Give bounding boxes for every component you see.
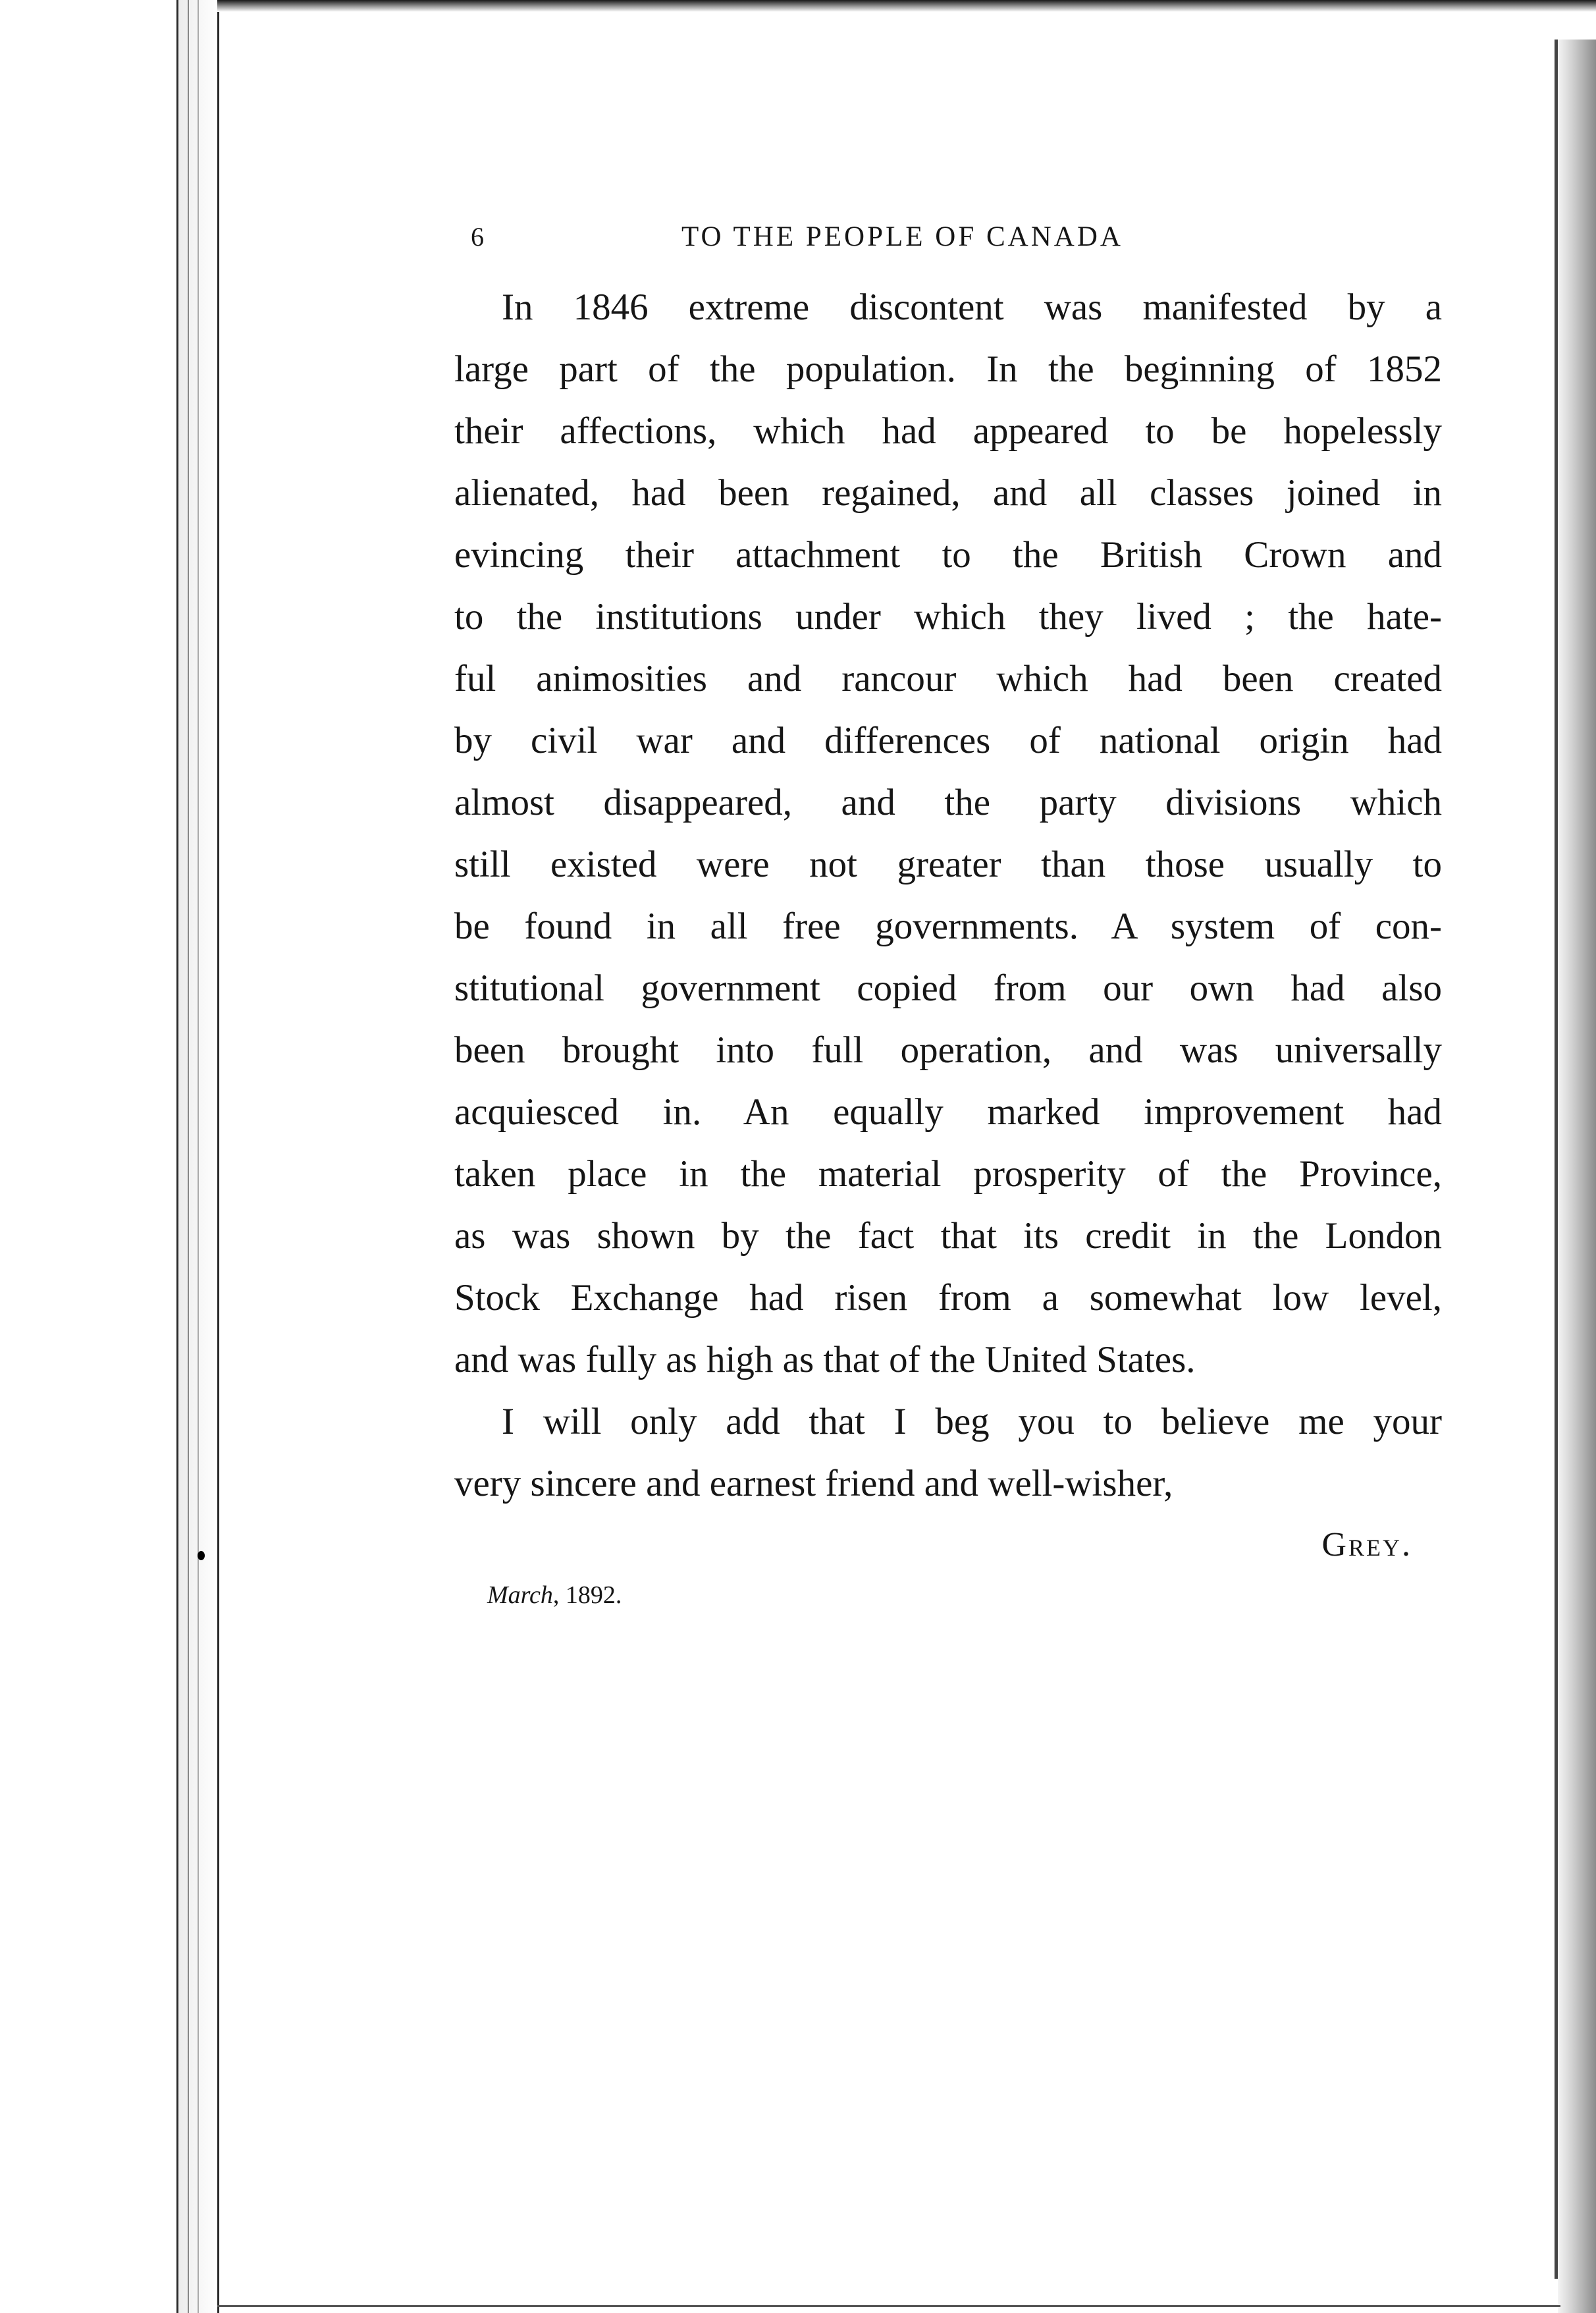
text-line: ful animosities and rancour which had been created: [454, 658, 1442, 699]
page-edge-line: [176, 0, 178, 2313]
right-gutter-shadow: [1558, 40, 1596, 2313]
paragraph-main: [454, 277, 1442, 1391]
signature: Grey.: [1321, 1526, 1412, 1564]
text-line: I will only add that I beg you to believe me your: [502, 1401, 1442, 1442]
page-edge-line: [217, 0, 219, 2313]
text-line: as was shown by the fact that its credit in the London: [454, 1215, 1442, 1257]
text-line: their affections, which had appeared to be hopelessly: [454, 410, 1442, 452]
running-title: TO THE PEOPLE OF CANADA: [681, 221, 1123, 252]
text-line: been brought into full operation, and was universally: [454, 1029, 1442, 1071]
date-year: , 1892.: [552, 1581, 622, 1609]
text-line: Stock Exchange had risen from a somewhat low level,: [454, 1277, 1442, 1319]
bottom-page-edge: [217, 2305, 1560, 2307]
book-page: [454, 217, 1442, 1614]
text-line: acquiesced in. An equally marked improvement had: [454, 1091, 1442, 1133]
text-line: be found in all free governments. A system of con-: [454, 906, 1442, 947]
text-line: to the institutions under which they lived ; the hate-: [454, 596, 1442, 638]
page-header: [454, 217, 1442, 277]
page-number: 6: [471, 222, 484, 252]
text-line: large part of the population. In the beginning of 1852: [454, 348, 1442, 390]
text-line: In 1846 extreme discontent was manifested by a: [502, 286, 1442, 328]
text-line: and was fully as high as that of the United States.: [454, 1339, 1196, 1380]
date-line: [454, 1577, 1442, 1614]
text-line: by civil war and differences of national origin had: [454, 720, 1442, 761]
top-scan-shadow: [217, 0, 1596, 12]
text-line: alienated, had been regained, and all classes joined in: [454, 472, 1442, 514]
date-month: March: [487, 1581, 553, 1609]
text-line: very sincere and earnest friend and well-wisher,: [454, 1463, 1173, 1504]
text-line: almost disappeared, and the party divisions which: [454, 782, 1442, 823]
page-edge-line: [198, 0, 199, 2313]
text-line: evincing their attachment to the British Crown and: [454, 534, 1442, 576]
text-line: stitutional government copied from our own had also: [454, 967, 1442, 1009]
text-line: still existed were not greater than those usually to: [454, 844, 1442, 885]
page-edge-line: [188, 0, 189, 2313]
left-margin: [0, 0, 176, 2313]
scan-speck: [198, 1551, 205, 1560]
text-line: taken place in the material prosperity of the Province,: [454, 1153, 1442, 1195]
paragraph-closing: [454, 1391, 1442, 1515]
